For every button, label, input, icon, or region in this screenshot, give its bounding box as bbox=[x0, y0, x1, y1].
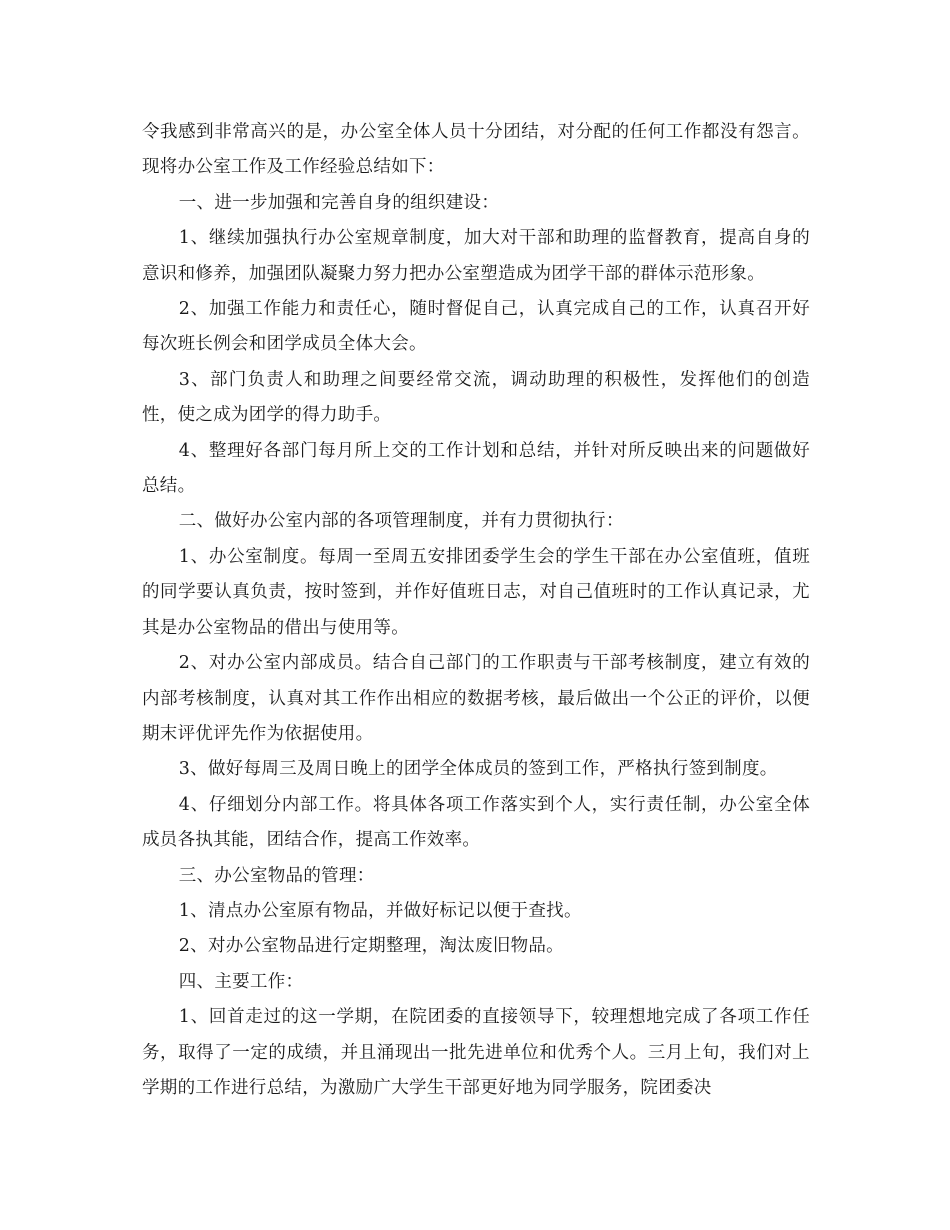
heading-section-4: 四、主要工作： bbox=[178, 971, 304, 992]
paragraph-section-2-item-1: 1、办公室制度。每周一至周五安排团委学生会的学生干部在办公室值班，值班的同学要认真负责，按时签到，并作好值班日志，对自己值班时的工作认真记录，尤其是办公室物品的借出与使用等。 bbox=[142, 546, 810, 638]
paragraph-section-2-item-4: 4、仔细划分内部工作。将具体各项工作落实到个人，实行责任制，办公室全体成员各执其能，团结合作，提高工作效率。 bbox=[142, 794, 810, 851]
document-body bbox=[142, 115, 810, 1106]
paragraph-section-3-item-2: 2、对办公室物品进行定期整理，淘汰废旧物品。 bbox=[178, 936, 564, 957]
paragraph-section-4-item-1: 1、回首走过的这一学期，在院团委的直接领导下，较理想地完成了各项工作任务，取得了一定的成绩，并且涌现出一批先进单位和优秀个人。三月上旬，我们对上学期的工作进行总结，为激励广大学生干部更好地为同学服务，院团委决 bbox=[142, 1007, 810, 1098]
paragraph-section-3-item-1: 1、清点办公室原有物品，并做好标记以便于查找。 bbox=[178, 900, 582, 921]
paragraph-section-2-item-3: 3、做好每周三及周日晚上的团学全体成员的签到工作，严格执行签到制度。 bbox=[178, 759, 778, 780]
heading-section-1: 一、进一步加强和完善自身的组织建设： bbox=[178, 192, 500, 213]
paragraph-section-1-item-4: 4、整理好各部门每月所上交的工作计划和总结，并针对所反映出来的问题做好总结。 bbox=[142, 440, 810, 497]
paragraph-section-2-item-2: 2、对办公室内部成员。结合自己部门的工作职责与干部考核制度，建立有效的内部考核制度，认真对其工作作出相应的数据考核，最后做出一个公正的评价，以便期末评优评先作为依据使用。 bbox=[142, 653, 810, 744]
paragraph-intro: 令我感到非常高兴的是，办公室全体人员十分团结，对分配的任何工作都没有怨言。现将办公室工作及工作经验总结如下： bbox=[142, 122, 810, 178]
paragraph-section-1-item-1: 1、继续加强执行办公室规章制度，加大对干部和助理的监督教育，提高自身的意识和修养，加强团队凝聚力努力把办公室塑造成为团学干部的群体示范形象。 bbox=[142, 228, 810, 284]
paragraph-section-1-item-3: 3、部门负责人和助理之间要经常交流，调动助理的积极性，发挥他们的创造性，使之成为团学的得力助手。 bbox=[142, 369, 810, 426]
paragraph-section-1-item-2: 2、加强工作能力和责任心，随时督促自己，认真完成自己的工作，认真召开好每次班长例会和团学成员全体大会。 bbox=[142, 299, 810, 355]
heading-section-3: 三、办公室物品的管理： bbox=[178, 865, 375, 886]
heading-section-2: 二、做好办公室内部的各项管理制度，并有力贯彻执行： bbox=[178, 511, 624, 532]
